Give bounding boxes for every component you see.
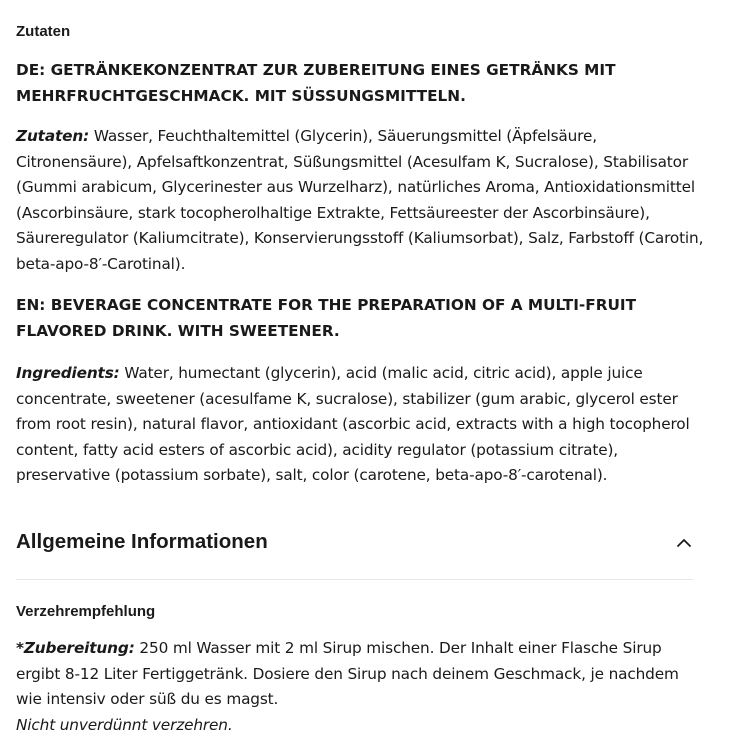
en-ingredients-label: Ingredients: — [16, 364, 120, 382]
en-product-heading: EN: BEVERAGE CONCENTRATE FOR THE PREPARATION OF A MULTI-FRUIT FLAVORED DRINK. WITH SWEETENER. — [16, 296, 637, 340]
general-info-accordion-header[interactable] — [16, 526, 693, 580]
general-info-title: Allgemeine Informationen — [16, 530, 268, 553]
usage-title: Verzehrempfehlung — [16, 603, 156, 620]
en-ingredients-text — [16, 361, 706, 489]
de-ingredients-label: Zutaten: — [16, 127, 90, 145]
usage-text — [16, 636, 706, 713]
en-ingredients-list: Water, humectant (glycerin), acid (malic acid, citric acid), apple juice concentrate, sweetener (acesulfame K, sucralose), stabilizer (gum arabic, glycerol ester from root resin), natural flavor, antioxidant (ascorbic acid, extracts with a high tocopherol content, fatty acid esters of ascorbic acid), acidity regulator (potassium citrate), preservative (potassium sorbate), salt, color (carotene, beta-apo-8′-carotenal). — [16, 364, 690, 485]
usage-note: Nicht unverdünnt verzehren. — [16, 716, 233, 734]
usage-label: *Zubereitung: — [16, 639, 135, 657]
chevron-up-icon[interactable] — [675, 534, 693, 552]
ingredients-title: Zutaten — [16, 23, 71, 40]
de-ingredients-text — [16, 124, 706, 278]
de-ingredients-list: Wasser, Feuchthaltemittel (Glycerin), Säuerungsmittel (Äpfelsäure, Citronensäure), Apfelsaftkonzentrat, Süßungsmittel (Acesulfam K, Sucralose), Stabilisator (Gummi arabicum, Glycerinester aus Wurzelharz), natürliches Aroma, Antioxidationsmittel (Ascorbinsäure, stark tocopherolhaltige Extrakte, Fettsäureester der Ascorbinsäure), Säureregulator (Kaliumcitrate), Konservierungsstoff (Kaliumsorbat), Salz, Farbstoff (Carotin, beta-apo-8′-Carotinal). — [16, 127, 704, 273]
de-product-heading: DE: GETRÄNKEKONZENTRAT ZUR ZUBEREITUNG EINES GETRÄNKS MIT MEHRFRUCHTGESCHMACK. MIT SÜSSUNGSMITTELN. — [16, 61, 616, 105]
usage-instructions: 250 ml Wasser mit 2 ml Sirup mischen. Der Inhalt einer Flasche Sirup ergibt 8-12 Liter Fertiggetränk. Dosiere den Sirup nach deinem Geschmack, je nachdem wie intensiv oder süß du es magst. — [16, 639, 679, 709]
